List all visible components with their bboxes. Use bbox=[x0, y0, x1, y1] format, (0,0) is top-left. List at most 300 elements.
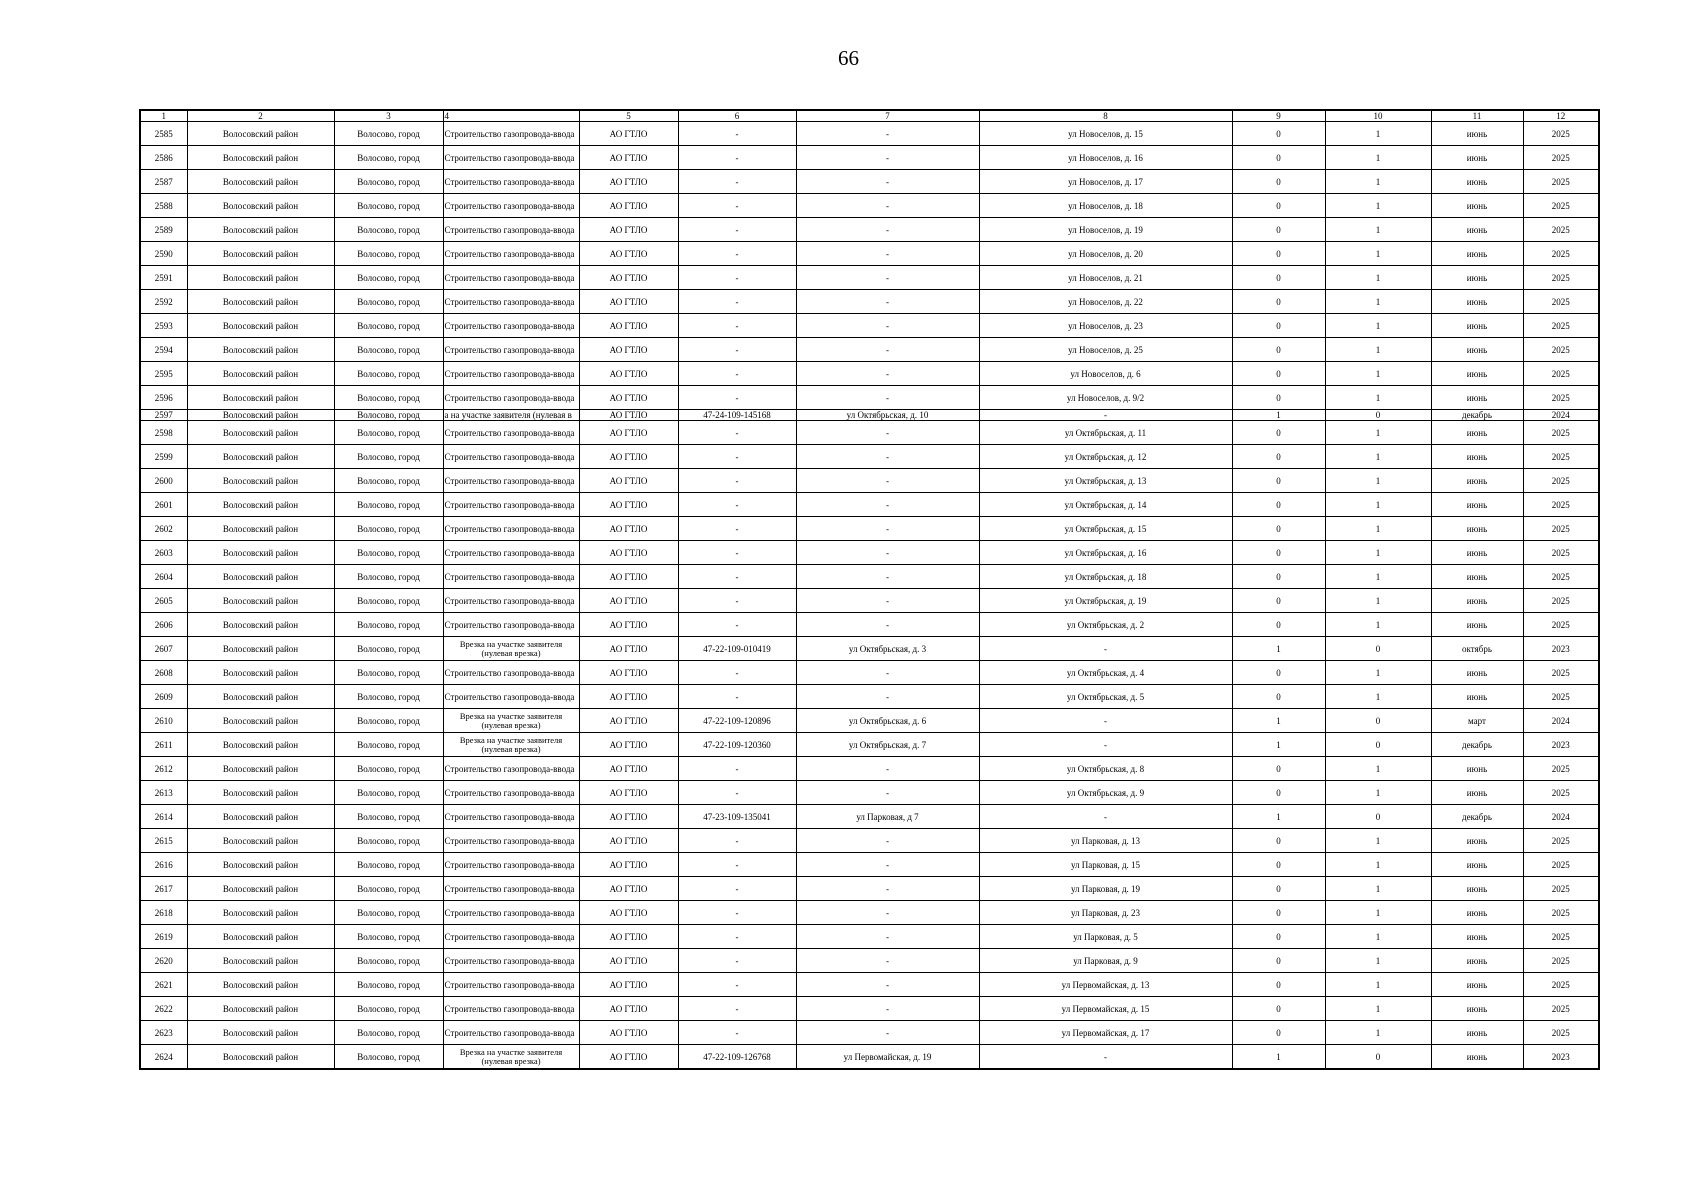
table-cell: ул Октябрьская, д. 18 bbox=[979, 565, 1232, 589]
table-cell: 0 bbox=[1232, 661, 1325, 685]
table-cell: Волосовский район bbox=[187, 445, 334, 469]
table-row bbox=[140, 949, 1599, 973]
table-cell: 0 bbox=[1232, 122, 1325, 146]
table-cell: Волосово, город bbox=[334, 829, 443, 853]
table-cell: ул Новоселов, д. 23 bbox=[979, 314, 1232, 338]
table-cell: июнь bbox=[1431, 973, 1523, 997]
table-cell: Строительство газопровода-ввода bbox=[443, 589, 579, 613]
table-cell: 1 bbox=[1232, 1045, 1325, 1070]
table-cell: - bbox=[979, 709, 1232, 733]
table-row bbox=[140, 877, 1599, 901]
table-cell: 47-22-109-120896 bbox=[678, 709, 796, 733]
table-cell: АО ГТЛО bbox=[579, 266, 678, 290]
table-cell: 2623 bbox=[140, 1021, 187, 1045]
table-cell: Строительство газопровода-ввода bbox=[443, 290, 579, 314]
table-cell: Строительство газопровода-ввода bbox=[443, 338, 579, 362]
table-cell: АО ГТЛО bbox=[579, 146, 678, 170]
table-cell: - bbox=[678, 469, 796, 493]
table-cell: АО ГТЛО bbox=[579, 877, 678, 901]
table-cell: - bbox=[678, 314, 796, 338]
table-cell: - bbox=[678, 493, 796, 517]
table-cell: ул Первомайская, д. 19 bbox=[796, 1045, 979, 1070]
table-cell: 1 bbox=[1325, 589, 1431, 613]
table-cell: Волосовский район bbox=[187, 709, 334, 733]
table-cell: Волосовский район bbox=[187, 1021, 334, 1045]
table-cell: АО ГТЛО bbox=[579, 1021, 678, 1045]
table-cell: АО ГТЛО bbox=[579, 853, 678, 877]
table-cell: - bbox=[796, 386, 979, 410]
table-cell: 0 bbox=[1232, 877, 1325, 901]
table-cell: 2619 bbox=[140, 925, 187, 949]
table-row bbox=[140, 1021, 1599, 1045]
table-cell: 2025 bbox=[1523, 853, 1599, 877]
table-cell: - bbox=[678, 421, 796, 445]
table-cell: Волосово, город bbox=[334, 517, 443, 541]
table-cell: 2025 bbox=[1523, 997, 1599, 1021]
table-cell: 1 bbox=[1325, 877, 1431, 901]
table-cell: 2025 bbox=[1523, 338, 1599, 362]
table-cell: Волосовский район bbox=[187, 469, 334, 493]
table-cell: 0 bbox=[1325, 1045, 1431, 1070]
table-cell: 0 bbox=[1232, 362, 1325, 386]
table-cell: - bbox=[979, 410, 1232, 421]
table-cell: Волосово, город bbox=[334, 362, 443, 386]
table-cell: июнь bbox=[1431, 469, 1523, 493]
table-cell: 1 bbox=[1232, 733, 1325, 757]
table-cell: ул Новоселов, д. 20 bbox=[979, 242, 1232, 266]
table-cell: - bbox=[678, 218, 796, 242]
table-cell: АО ГТЛО bbox=[579, 445, 678, 469]
table-cell: 1 bbox=[1232, 410, 1325, 421]
table-cell: - bbox=[796, 338, 979, 362]
table-cell: - bbox=[678, 781, 796, 805]
table-cell: АО ГТЛО bbox=[579, 541, 678, 565]
table-row bbox=[140, 973, 1599, 997]
table-cell: 2025 bbox=[1523, 1021, 1599, 1045]
table-cell: 2609 bbox=[140, 685, 187, 709]
table-cell: 0 bbox=[1325, 733, 1431, 757]
table-cell: 2025 bbox=[1523, 613, 1599, 637]
table-cell: Волосово, город bbox=[334, 170, 443, 194]
table-cell: Строительство газопровода-ввода bbox=[443, 493, 579, 517]
table-cell: 2025 bbox=[1523, 314, 1599, 338]
table-cell: 2592 bbox=[140, 290, 187, 314]
table-cell: 1 bbox=[1325, 194, 1431, 218]
table-cell: - bbox=[678, 338, 796, 362]
table-cell: 2585 bbox=[140, 122, 187, 146]
table-cell: АО ГТЛО bbox=[579, 733, 678, 757]
table-cell: июнь bbox=[1431, 421, 1523, 445]
table-cell: ул Октябрьская, д. 12 bbox=[979, 445, 1232, 469]
table-cell: Строительство газопровода-ввода bbox=[443, 805, 579, 829]
table-cell: июнь bbox=[1431, 853, 1523, 877]
table-cell: Врезка на участке заявителя (нулевая врезка) bbox=[443, 733, 579, 757]
table-cell: Волосово, город bbox=[334, 146, 443, 170]
table-cell: Строительство газопровода-ввода bbox=[443, 925, 579, 949]
table-cell: АО ГТЛО bbox=[579, 242, 678, 266]
table-cell: 2607 bbox=[140, 637, 187, 661]
table-cell: 2606 bbox=[140, 613, 187, 637]
table-row bbox=[140, 661, 1599, 685]
table-cell: - bbox=[796, 877, 979, 901]
table-cell: 2024 bbox=[1523, 410, 1599, 421]
table-cell: Волосово, город bbox=[334, 757, 443, 781]
table-cell: 2025 bbox=[1523, 266, 1599, 290]
table-row bbox=[140, 853, 1599, 877]
table-cell: Строительство газопровода-ввода bbox=[443, 266, 579, 290]
table-cell: ул Октябрьская, д. 6 bbox=[796, 709, 979, 733]
column-number-row bbox=[140, 110, 1599, 122]
table-cell: Строительство газопровода-ввода bbox=[443, 757, 579, 781]
column-number: 6 bbox=[678, 110, 796, 122]
table-cell: Волосово, город bbox=[334, 637, 443, 661]
table-cell: - bbox=[796, 1021, 979, 1045]
table-cell: - bbox=[678, 386, 796, 410]
table-cell: 2025 bbox=[1523, 541, 1599, 565]
table-cell: АО ГТЛО bbox=[579, 122, 678, 146]
table-cell: Волосово, город bbox=[334, 421, 443, 445]
table-cell: Волосовский район bbox=[187, 338, 334, 362]
table-cell: Волосово, город bbox=[334, 122, 443, 146]
table-cell: 2025 bbox=[1523, 901, 1599, 925]
table-cell: Волосово, город bbox=[334, 853, 443, 877]
table-cell: АО ГТЛО bbox=[579, 637, 678, 661]
table-cell: ул Октябрьская, д. 16 bbox=[979, 541, 1232, 565]
table-cell: июнь bbox=[1431, 589, 1523, 613]
table-row bbox=[140, 517, 1599, 541]
table-cell: Волосово, город bbox=[334, 218, 443, 242]
table-cell: Строительство газопровода-ввода bbox=[443, 565, 579, 589]
table-cell: декабрь bbox=[1431, 733, 1523, 757]
table-cell: Строительство газопровода-ввода bbox=[443, 781, 579, 805]
table-cell: ул Новоселов, д. 21 bbox=[979, 266, 1232, 290]
table-cell: Волосовский район bbox=[187, 421, 334, 445]
table-cell: 2025 bbox=[1523, 565, 1599, 589]
table-cell: ул Первомайская, д. 13 bbox=[979, 973, 1232, 997]
table-cell: Волосово, город bbox=[334, 565, 443, 589]
table-cell: АО ГТЛО bbox=[579, 709, 678, 733]
table-cell: июнь bbox=[1431, 829, 1523, 853]
table-cell: июнь bbox=[1431, 517, 1523, 541]
table-cell: 2586 bbox=[140, 146, 187, 170]
table-cell: 0 bbox=[1232, 613, 1325, 637]
table-cell: июнь bbox=[1431, 925, 1523, 949]
table-cell: 0 bbox=[1232, 853, 1325, 877]
table-cell: 2593 bbox=[140, 314, 187, 338]
table-cell: 1 bbox=[1325, 445, 1431, 469]
table-cell: Строительство газопровода-ввода bbox=[443, 242, 579, 266]
table-cell: 0 bbox=[1232, 266, 1325, 290]
table-cell: 1 bbox=[1325, 685, 1431, 709]
table-cell: АО ГТЛО bbox=[579, 517, 678, 541]
table-cell: 2025 bbox=[1523, 781, 1599, 805]
table-cell: АО ГТЛО bbox=[579, 194, 678, 218]
table-cell: июнь bbox=[1431, 781, 1523, 805]
table-cell: 2604 bbox=[140, 565, 187, 589]
table-cell: 2025 bbox=[1523, 589, 1599, 613]
table-cell: 1 bbox=[1325, 266, 1431, 290]
table-cell: 2024 bbox=[1523, 805, 1599, 829]
table-cell: - bbox=[678, 290, 796, 314]
table-cell: июнь bbox=[1431, 877, 1523, 901]
table-cell: - bbox=[796, 901, 979, 925]
table-cell: Строительство газопровода-ввода bbox=[443, 541, 579, 565]
table-cell: - bbox=[678, 445, 796, 469]
table-cell: 1 bbox=[1325, 493, 1431, 517]
table-cell: 0 bbox=[1325, 709, 1431, 733]
table-cell: июнь bbox=[1431, 997, 1523, 1021]
table-cell: - bbox=[678, 266, 796, 290]
table-cell: 0 bbox=[1232, 242, 1325, 266]
table-cell: Волосовский район bbox=[187, 362, 334, 386]
table-cell: 2025 bbox=[1523, 949, 1599, 973]
table-cell: июнь bbox=[1431, 146, 1523, 170]
table-cell: 1 bbox=[1325, 997, 1431, 1021]
table-cell: Волосовский район bbox=[187, 637, 334, 661]
table-cell: - bbox=[979, 805, 1232, 829]
table-cell: АО ГТЛО bbox=[579, 314, 678, 338]
table-cell: 1 bbox=[1325, 469, 1431, 493]
table-cell: - bbox=[678, 901, 796, 925]
table-cell: Строительство газопровода-ввода bbox=[443, 685, 579, 709]
table-cell: - bbox=[678, 122, 796, 146]
table-cell: 2025 bbox=[1523, 973, 1599, 997]
table-cell: Волосовский район bbox=[187, 997, 334, 1021]
table-cell: Волосовский район bbox=[187, 493, 334, 517]
table-cell: Строительство газопровода-ввода bbox=[443, 877, 579, 901]
table-cell: Волосовский район bbox=[187, 565, 334, 589]
table-cell: 2596 bbox=[140, 386, 187, 410]
table-cell: 2025 bbox=[1523, 445, 1599, 469]
table-cell: Волосовский район bbox=[187, 781, 334, 805]
table-cell: Волосовский район bbox=[187, 541, 334, 565]
table-cell: АО ГТЛО bbox=[579, 949, 678, 973]
table-cell: - bbox=[796, 997, 979, 1021]
table-cell: 1 bbox=[1325, 829, 1431, 853]
table-cell: ул Новоселов, д. 17 bbox=[979, 170, 1232, 194]
table-cell: Строительство газопровода-ввода bbox=[443, 421, 579, 445]
table-cell: июнь bbox=[1431, 445, 1523, 469]
table-cell: Волосовский район bbox=[187, 242, 334, 266]
table-cell: Волосовский район bbox=[187, 853, 334, 877]
table-row bbox=[140, 997, 1599, 1021]
table-cell: ул Октябрьская, д. 8 bbox=[979, 757, 1232, 781]
table-cell: 2025 bbox=[1523, 661, 1599, 685]
table-cell: Волосовский район bbox=[187, 661, 334, 685]
table-cell: 0 bbox=[1232, 469, 1325, 493]
table-cell: а на участке заявителя (нулевая в bbox=[443, 410, 579, 421]
table-cell: 2605 bbox=[140, 589, 187, 613]
table-cell: АО ГТЛО bbox=[579, 805, 678, 829]
table-cell: Волосовский район bbox=[187, 829, 334, 853]
table-cell: Волосово, город bbox=[334, 589, 443, 613]
table-row bbox=[140, 613, 1599, 637]
table-cell: Строительство газопровода-ввода bbox=[443, 829, 579, 853]
table-cell: 0 bbox=[1325, 637, 1431, 661]
table-row bbox=[140, 445, 1599, 469]
table-cell: 1 bbox=[1325, 853, 1431, 877]
table-cell: ул Новоселов, д. 15 bbox=[979, 122, 1232, 146]
table-cell: 2616 bbox=[140, 853, 187, 877]
table-cell: июнь bbox=[1431, 386, 1523, 410]
table-cell: - bbox=[678, 877, 796, 901]
column-number: 2 bbox=[187, 110, 334, 122]
table-cell: 2610 bbox=[140, 709, 187, 733]
table-cell: ул Новоселов, д. 18 bbox=[979, 194, 1232, 218]
table-cell: - bbox=[678, 589, 796, 613]
table-cell: Волосово, город bbox=[334, 266, 443, 290]
table-cell: АО ГТЛО bbox=[579, 421, 678, 445]
table-cell: 2591 bbox=[140, 266, 187, 290]
table-cell: Волосовский район bbox=[187, 1045, 334, 1070]
table-cell: 0 bbox=[1232, 685, 1325, 709]
table-cell: - bbox=[796, 757, 979, 781]
table-cell: ул Октябрьская, д. 15 bbox=[979, 517, 1232, 541]
table-cell: июнь bbox=[1431, 218, 1523, 242]
table-cell: Волосово, город bbox=[334, 733, 443, 757]
table-cell: Строительство газопровода-ввода bbox=[443, 1021, 579, 1045]
table-cell: - bbox=[796, 266, 979, 290]
table-cell: - bbox=[678, 565, 796, 589]
table-cell: 2589 bbox=[140, 218, 187, 242]
table-cell: 0 bbox=[1232, 901, 1325, 925]
table-cell: - bbox=[678, 170, 796, 194]
table-cell: Волосово, город bbox=[334, 469, 443, 493]
table-cell: 2620 bbox=[140, 949, 187, 973]
table-cell: - bbox=[796, 613, 979, 637]
table-row bbox=[140, 829, 1599, 853]
table-cell: ул Октябрьская, д. 4 bbox=[979, 661, 1232, 685]
table-cell: 0 bbox=[1232, 949, 1325, 973]
table-cell: 0 bbox=[1232, 517, 1325, 541]
table-cell: Волосово, город bbox=[334, 949, 443, 973]
table-cell: - bbox=[796, 661, 979, 685]
table-cell: - bbox=[796, 685, 979, 709]
table-cell: июнь bbox=[1431, 661, 1523, 685]
table-cell: июнь bbox=[1431, 362, 1523, 386]
table-cell: Строительство газопровода-ввода bbox=[443, 517, 579, 541]
table-cell: 0 bbox=[1325, 410, 1431, 421]
table-row bbox=[140, 493, 1599, 517]
table-cell: - bbox=[678, 362, 796, 386]
table-cell: АО ГТЛО bbox=[579, 338, 678, 362]
table-cell: 2023 bbox=[1523, 637, 1599, 661]
table-row bbox=[140, 733, 1599, 757]
table-cell: 1 bbox=[1325, 290, 1431, 314]
table-cell: 1 bbox=[1325, 973, 1431, 997]
table-cell: Волосовский район bbox=[187, 266, 334, 290]
table-cell: ул Первомайская, д. 15 bbox=[979, 997, 1232, 1021]
table-cell: 1 bbox=[1325, 242, 1431, 266]
table-cell: 2598 bbox=[140, 421, 187, 445]
table-cell: 2025 bbox=[1523, 757, 1599, 781]
table-row bbox=[140, 194, 1599, 218]
table-cell: июнь bbox=[1431, 290, 1523, 314]
table-cell: 0 bbox=[1232, 925, 1325, 949]
table-cell: Волосовский район bbox=[187, 194, 334, 218]
table-cell: ул Парковая, д 7 bbox=[796, 805, 979, 829]
column-number: 5 bbox=[579, 110, 678, 122]
table-cell: Строительство газопровода-ввода bbox=[443, 194, 579, 218]
table-row bbox=[140, 709, 1599, 733]
table-cell: - bbox=[796, 469, 979, 493]
table-cell: 0 bbox=[1232, 170, 1325, 194]
table-cell: 2600 bbox=[140, 469, 187, 493]
table-cell: ул Октябрьская, д. 14 bbox=[979, 493, 1232, 517]
table-cell: ул Первомайская, д. 17 bbox=[979, 1021, 1232, 1045]
table-cell: июнь bbox=[1431, 565, 1523, 589]
table-cell: Строительство газопровода-ввода bbox=[443, 170, 579, 194]
table-row bbox=[140, 925, 1599, 949]
table-cell: Волосовский район bbox=[187, 949, 334, 973]
registry-table bbox=[139, 109, 1600, 1070]
table-cell: АО ГТЛО bbox=[579, 685, 678, 709]
table-cell: Строительство газопровода-ввода bbox=[443, 218, 579, 242]
table-cell: Волосовский район bbox=[187, 925, 334, 949]
table-cell: - bbox=[678, 1021, 796, 1045]
table-cell: 2023 bbox=[1523, 733, 1599, 757]
table-cell: Волосово, город bbox=[334, 445, 443, 469]
table-row bbox=[140, 218, 1599, 242]
table-cell: 2587 bbox=[140, 170, 187, 194]
table-cell: ул Новоселов, д. 9/2 bbox=[979, 386, 1232, 410]
column-number: 3 bbox=[334, 110, 443, 122]
column-number: 1 bbox=[140, 110, 187, 122]
table-cell: 2611 bbox=[140, 733, 187, 757]
table-cell: 0 bbox=[1232, 146, 1325, 170]
table-cell: 2624 bbox=[140, 1045, 187, 1070]
table-cell: ул Парковая, д. 13 bbox=[979, 829, 1232, 853]
table-cell: июнь bbox=[1431, 685, 1523, 709]
table-cell: июнь bbox=[1431, 949, 1523, 973]
table-cell: июнь bbox=[1431, 338, 1523, 362]
table-cell: ул Парковая, д. 15 bbox=[979, 853, 1232, 877]
table-cell: Строительство газопровода-ввода bbox=[443, 613, 579, 637]
table-cell: Волосово, город bbox=[334, 242, 443, 266]
table-cell: июнь bbox=[1431, 1021, 1523, 1045]
table-cell: Врезка на участке заявителя (нулевая врезка) bbox=[443, 709, 579, 733]
table-cell: - bbox=[678, 949, 796, 973]
table-cell: июнь bbox=[1431, 1045, 1523, 1070]
table-cell: 1 bbox=[1325, 170, 1431, 194]
table-cell: Волосовский район bbox=[187, 314, 334, 338]
table-cell: ул Новоселов, д. 19 bbox=[979, 218, 1232, 242]
table-cell: - bbox=[678, 925, 796, 949]
table-cell: - bbox=[678, 757, 796, 781]
table-cell: Волосово, город bbox=[334, 997, 443, 1021]
table-cell: 2614 bbox=[140, 805, 187, 829]
table-cell: Волосовский район bbox=[187, 170, 334, 194]
table-cell: 2597 bbox=[140, 410, 187, 421]
table-cell: - bbox=[796, 362, 979, 386]
table-cell: 2613 bbox=[140, 781, 187, 805]
table-cell: Волосово, город bbox=[334, 901, 443, 925]
table-row bbox=[140, 781, 1599, 805]
column-number: 7 bbox=[796, 110, 979, 122]
table-cell: 1 bbox=[1325, 218, 1431, 242]
table-row bbox=[140, 242, 1599, 266]
table-cell: - bbox=[678, 853, 796, 877]
table-cell: 1 bbox=[1325, 949, 1431, 973]
table-cell: Волосовский район bbox=[187, 517, 334, 541]
table-cell: 1 bbox=[1325, 781, 1431, 805]
table-cell: 2025 bbox=[1523, 877, 1599, 901]
table-cell: июнь bbox=[1431, 901, 1523, 925]
table-cell: Волосовский район bbox=[187, 122, 334, 146]
table-cell: Волосовский район bbox=[187, 877, 334, 901]
table-cell: декабрь bbox=[1431, 410, 1523, 421]
table-cell: АО ГТЛО bbox=[579, 781, 678, 805]
